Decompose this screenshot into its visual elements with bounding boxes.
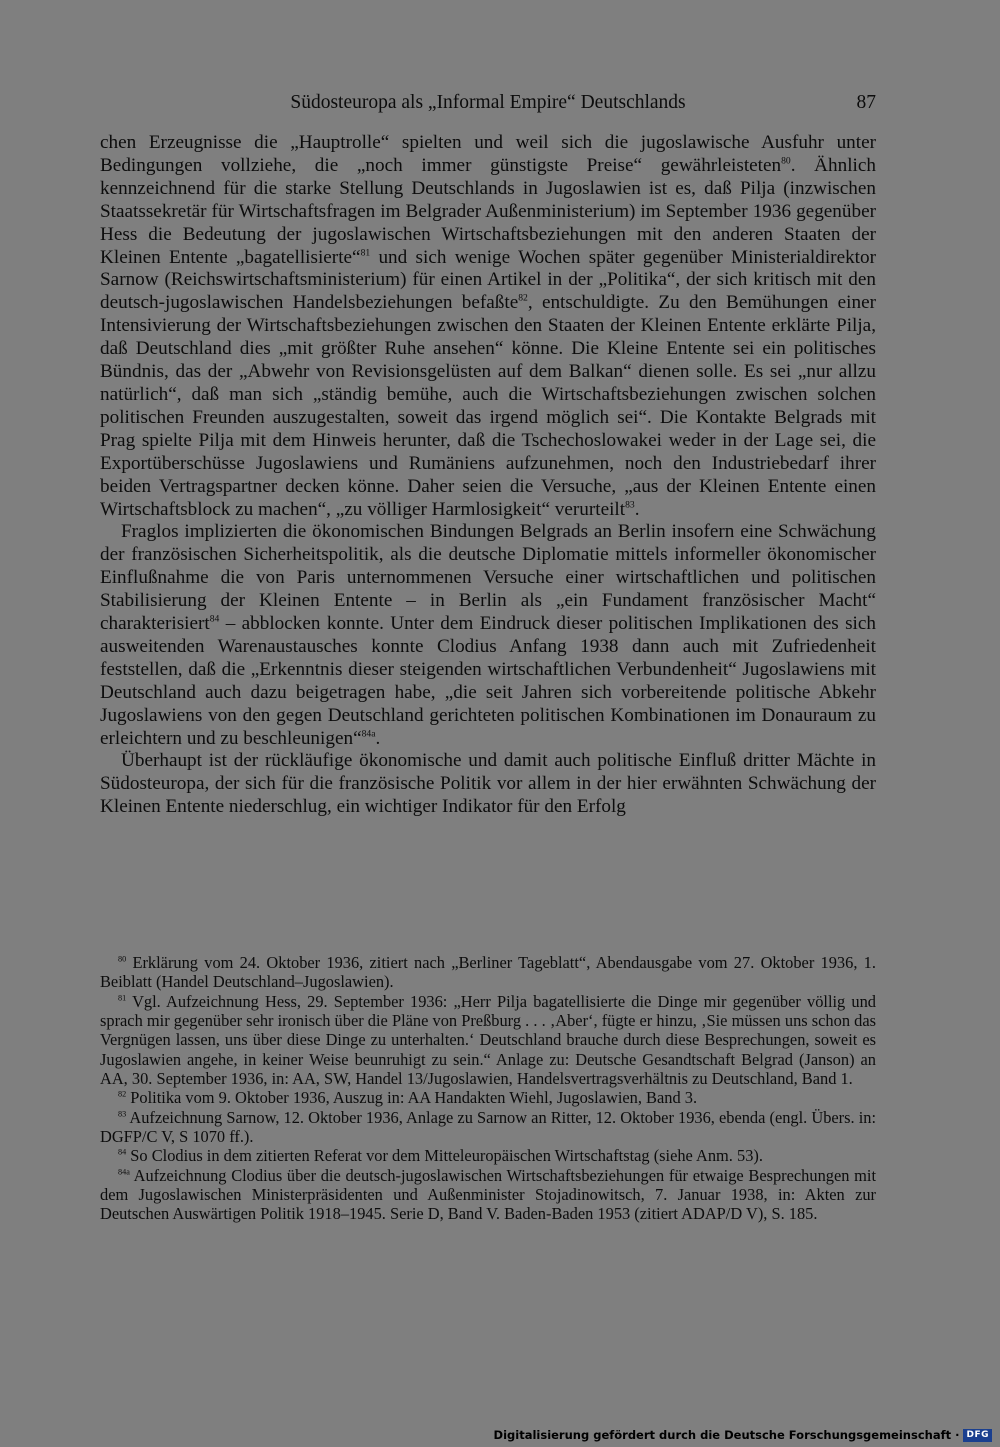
digitization-credit: [494, 1427, 992, 1443]
body-text: [100, 132, 876, 819]
footnotes: [100, 953, 876, 1224]
footnote-ref: 82: [518, 292, 528, 304]
footnote-ref: 84a: [361, 727, 376, 739]
footnote-text: Politika vom 9. Oktober 1936, Auszug in: AA Handakten Wiehl, Jugoslawien, Band 3.: [130, 1088, 698, 1108]
footnote-text: Aufzeichnung Sarnow, 12. Oktober 1936, Anlage zu Sarnow an Ritter, 12. Oktober 1936, ebenda (engl. Übers. in: DGFP/C V, S 1070 ff.).: [100, 1107, 877, 1147]
footnote: [100, 1166, 876, 1224]
text-segment: Überhaupt ist der rückläufige ökonomische und damit auch politische Einfluß dritter Mächte in Südosteuropa, der sich für die französische Politik vor allem in der hier erwähnten Schwächung der Kleinen Entente niederschlug, ein wichtiger Indikator für den Erfolg: [100, 750, 876, 818]
paragraph: [100, 132, 876, 521]
footnote-mark: 84a: [118, 1167, 130, 1177]
dfg-logo: DFG: [963, 1429, 992, 1442]
footnote-mark: 82: [118, 1089, 127, 1099]
footnote-mark: 83: [118, 1109, 127, 1119]
text-segment: chen Erzeugnisse die „Hauptrolle“ spielten und weil sich die jugoslawische Ausfuhr unter Bedingungen vollziehe, die „noch immer günstigste Preise“ gewährleisteten: [100, 132, 876, 176]
running-title: Südosteuropa als „Informal Empire“ Deutschlands: [290, 92, 686, 113]
footnote-text: So Clodius in dem zitierten Referat vor dem Mitteleuropäischen Wirtschaftstag (siehe Anm. 53).: [130, 1146, 763, 1166]
text-segment: – abblocken konnte. Unter dem Eindruck dieser politischen Implikationen des sich ausweitenden Warenaustausches konnte Clodius Anfang 1938 dann auch mit Zufriedenheit feststellen, daß die „Erkenntnis dieser steigenden wirtschaftlichen Verbundenheit“ Jugoslawiens mit Deutschland auch dazu beigetragen habe, „die seit Jahren sich vorbereitende politische Abkehr Jugoslawiens von den gegen Deutschland gerichteten politischen Kombinationen im Donauraum zu erleichtern und zu beschleunigen“: [100, 613, 876, 749]
page-number: 87: [856, 92, 876, 113]
text-segment: Fraglos implizierten die ökonomischen Bindungen Belgrads an Berlin insofern eine Schwächung der französischen Sicherheitspolitik, als die deutsche Diplomatie mittels informeller ökonomischer Einflußnahme die von Paris unternommenen Versuche einer wirtschaftlichen und politischen Stabilisierung der Kleinen Entente – in Berlin als „ein Fundament französischer Macht“ charakterisiert: [100, 521, 876, 635]
footnote-ref: 81: [360, 246, 371, 258]
footnote-text: Aufzeichnung Clodius über die deutsch-jugoslawischen Wirtschaftsbeziehungen für etwaige Besprechungen mit dem Jugoslawischen Ministerpräsidenten und Außenminister Stojadinowitsch, 7. Januar 1938, in: Akten zur Deutschen Auswärtigen Politik 1918–1945. Serie D, Band V. Baden-Baden 1953 (zitiert ADAP/D V), S. 185.: [100, 1165, 876, 1224]
footnote: [100, 1146, 876, 1165]
dot-separator: ·: [955, 1428, 960, 1442]
text-segment: .: [375, 727, 381, 749]
footnote: [100, 953, 876, 992]
text-segment: , entschuldigte. Zu den Bemühungen einer Intensivierung der Wirtschaftsbeziehungen zwischen den Staaten der Kleinen Entente erklärte Pilja, daß Deutschland dies „mit größter Ruhe ansehen“ könne. Die Kleine Entente sei ein politisches Bündnis, das der „Abwehr von Revisionsgelüsten auf dem Balkan“ dienen solle. Es sei „nur allzu natürlich“, daß man sich „ständig bemühe, auch die Wirtschaftsbeziehungen zwischen solchen politischen Freunden auszugestalten, soweit das irgend möglich sei“. Die Kontakte Belgrads mit Prag spielte Pilja mit dem Hinweis herunter, daß die Tschechoslowakei weder in der Lage sei, die Exportüberschüsse Jugoslawiens und Rumäniens aufzunehmen, noch den Industriebedarf ihrer beiden Vertragspartner decken könne. Daher seien die Versuche, „aus der Kleinen Entente einen Wirtschaftsblock zu machen“, „zu völliger Harmlosigkeit“ verurteilt: [100, 292, 876, 520]
footnote-text: Erklärung vom 24. Oktober 1936, zitiert nach „Berliner Tageblatt“, Abendausgabe vom 27. Oktober 1936, 1. Beiblatt (Handel Deutschland–Jugoslawien).: [100, 953, 876, 992]
running-header: [100, 92, 876, 118]
paragraph: [100, 521, 876, 750]
text-segment: und sich wenige Wochen später gegenüber Ministerialdirektor Sarnow (Reichswirtschaftsministerium) für einen Artikel in der „Politika“, der sich kritisch mit den deutsch-jugoslawischen Handelsbeziehungen befaßte: [100, 246, 876, 314]
footnote-mark: 80: [118, 954, 127, 964]
footnote-mark: 81: [118, 993, 127, 1003]
paragraph: [100, 750, 876, 819]
footnote-ref: 80: [781, 155, 791, 167]
credit-text: Digitalisierung gefördert durch die Deutsche Forschungsgemeinschaft: [493, 1428, 952, 1442]
footnote-text: Vgl. Aufzeichnung Hess, 29. September 1936: „Herr Pilja bagatellisierte die Dinge mir gegenüber völlig und sprach mir gegenüber sehr ironisch über die Pläne von Preßburg . . . ‚Aber‘, fügte er hinzu, ‚Sie müssen uns schon das Vergnügen lassen, uns über diese Dinge zu unterhalten.‘ Deutschland brauche durch diese Besprechungen, soweit es Jugoslawien angehe, in keiner Weise beunruhigt zu sein.“ Anlage zu: Deutsche Gesandtschaft Belgrad (Janson) an AA, 30. September 1936, in: AA, SW, Handel 13/Jugoslawien, Handelsvertragsverhältnis zu Deutschland, Band 1.: [100, 991, 876, 1089]
text-segment: . Ähnlich kennzeichnend für die starke Stellung Deutschlands in Jugoslawien ist es, daß Pilja (inzwischen Staatssekretär für Wirtschaftsfragen im Belgrader Außenministerium) im September 1936 gegenüber Hess die Bedeutung der jugoslawischen Wirtschaftsbeziehungen mit den anderen Staaten der Kleinen Entente „bagatellisierte“: [100, 154, 876, 268]
footnote: [100, 992, 876, 1089]
footnote: [100, 1088, 876, 1107]
footnote-ref: 84: [209, 613, 220, 625]
text-segment: .: [634, 498, 640, 520]
footnote: [100, 1108, 876, 1147]
footnote-mark: 84: [118, 1147, 127, 1157]
footnote-ref: 83: [625, 498, 635, 510]
